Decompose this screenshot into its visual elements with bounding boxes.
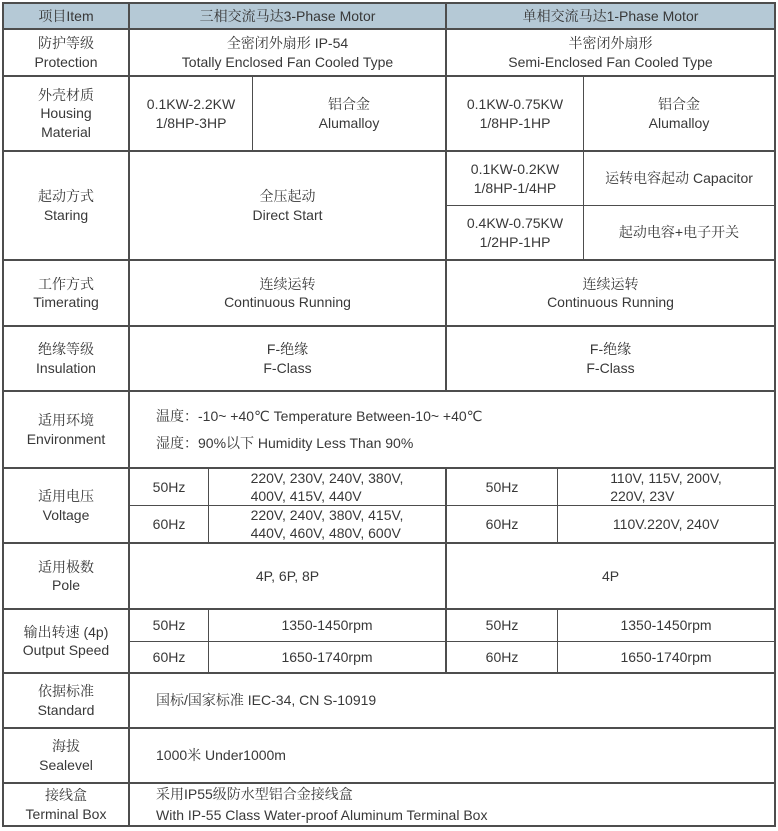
insulation-label: 绝缘等级 Insulation xyxy=(36,341,96,376)
speed-1phase-60hz-value: 1650-1740rpm xyxy=(557,642,774,673)
protection-3phase-value: 全密闭外扇形 IP-54 Totally Enclosed Fan Cooled Type xyxy=(128,30,445,75)
terminal-box-label: 接线盒 Terminal Box xyxy=(25,787,107,822)
voltage-1phase-50hz-label: 50Hz xyxy=(445,469,557,505)
speed-3phase-60hz-value: 1650-1740rpm xyxy=(208,642,445,673)
row-voltage xyxy=(4,467,774,542)
voltage-1phase-50hz-values: 110V, 115V, 200V, 220V, 23V xyxy=(557,469,774,505)
voltage-3phase-60hz-label: 60Hz xyxy=(128,506,208,542)
protection-1phase-value: 半密闭外扇形 Semi-Enclosed Fan Cooled Type xyxy=(445,30,774,75)
row-protection xyxy=(4,28,774,75)
starting-3phase-value: 全压起动 Direct Start xyxy=(128,152,445,259)
housing-1phase-range: 0.1KW-0.75KW 1/8HP-1HP xyxy=(445,77,583,150)
speed-1phase-50hz-value: 1350-1450rpm xyxy=(557,610,774,641)
speed-60hz-subrow xyxy=(128,641,774,673)
starting-label: 起动方式 Staring xyxy=(38,188,94,223)
standard-value: 国标/国家标准 IEC-34, CN S-10919 xyxy=(128,674,774,727)
voltage-3phase-60hz-values: 220V, 240V, 380V, 415V, 440V, 460V, 480V, 600V xyxy=(208,506,445,542)
header-1phase-motor: 单相交流马达1-Phase Motor xyxy=(445,4,774,28)
sealevel-label: 海拔 Sealevel xyxy=(39,738,93,773)
row-housing-material xyxy=(4,75,774,150)
timerating-1phase-value: 连续运转 Continuous Running xyxy=(445,261,774,325)
housing-label: 外壳材质 Housing Material xyxy=(38,86,94,140)
starting-1phase-range-2: 0.4KW-0.75KW 1/2HP-1HP xyxy=(445,206,583,259)
environment-label: 适用环境 Environment xyxy=(26,412,106,447)
pole-label: 适用极数 Pole xyxy=(38,558,94,593)
timerating-3phase-value: 连续运转 Continuous Running xyxy=(128,261,445,325)
voltage-group xyxy=(128,469,774,542)
housing-3phase-material: 铝合金 Alumalloy xyxy=(252,77,445,150)
row-output-speed xyxy=(4,608,774,672)
row-terminal-box xyxy=(4,782,774,825)
header-3phase-motor: 三相交流马达3-Phase Motor xyxy=(128,4,445,28)
speed-50hz-subrow xyxy=(128,610,774,641)
housing-3phase-range: 0.1KW-2.2KW 1/8HP-3HP xyxy=(128,77,252,150)
row-starting xyxy=(4,150,774,259)
speed-3phase-50hz-value: 1350-1450rpm xyxy=(208,610,445,641)
speed-1phase-50hz-label: 50Hz xyxy=(445,610,557,641)
environment-temperature: 温度：-10~ +40℃ Temperature Between-10~ +40℃ xyxy=(156,408,483,425)
environment-humidity: 湿度：90%以下 Humidity Less Than 90% xyxy=(156,434,414,451)
output-speed-label: 输出转速 (4p) Output Speed xyxy=(22,623,110,658)
voltage-label: 适用电压 Voltage xyxy=(38,488,94,523)
starting-1phase-group xyxy=(445,152,774,259)
voltage-3phase-50hz-label: 50Hz xyxy=(128,469,208,505)
starting-1phase-desc-2: 起动电容+电子开关 xyxy=(583,206,774,259)
pole-3phase-value: 4P, 6P, 8P xyxy=(128,544,445,608)
speed-3phase-50hz-label: 50Hz xyxy=(128,610,208,641)
row-insulation xyxy=(4,325,774,390)
terminal-box-value: 采用IP55级防水型铝合金接线盒 With IP-55 Class Water-proof Aluminum Terminal Box xyxy=(128,784,774,825)
insulation-1phase-value: F-绝缘 F-Class xyxy=(445,327,774,390)
environment-value xyxy=(128,392,774,467)
starting-1phase-desc-1: 运转电容起动 Capacitor xyxy=(583,152,774,205)
speed-1phase-60hz-label: 60Hz xyxy=(445,642,557,673)
starting-1phase-subrow-1 xyxy=(445,152,774,205)
row-sealevel xyxy=(4,727,774,782)
timerating-label: 工作方式 Timerating xyxy=(33,275,99,310)
output-speed-group xyxy=(128,610,774,672)
voltage-3phase-50hz-values: 220V, 230V, 240V, 380V, 400V, 415V, 440V xyxy=(208,469,445,505)
protection-label: 防护等级 Protection xyxy=(34,35,98,70)
voltage-1phase-60hz-label: 60Hz xyxy=(445,506,557,542)
row-standard xyxy=(4,672,774,727)
insulation-3phase-value: F-绝缘 F-Class xyxy=(128,327,445,390)
starting-1phase-subrow-2 xyxy=(445,205,774,259)
spec-table xyxy=(2,2,776,827)
housing-1phase-material: 铝合金 Alumalloy xyxy=(583,77,774,150)
pole-1phase-value: 4P xyxy=(445,544,774,608)
row-pole xyxy=(4,542,774,608)
speed-3phase-60hz-label: 60Hz xyxy=(128,642,208,673)
voltage-1phase-60hz-values: 110V.220V, 240V xyxy=(557,506,774,542)
row-environment xyxy=(4,390,774,467)
header-item: 项目Item xyxy=(38,7,94,24)
table-header-row xyxy=(4,4,774,28)
starting-1phase-range-1: 0.1KW-0.2KW 1/8HP-1/4HP xyxy=(445,152,583,205)
voltage-50hz-subrow xyxy=(128,469,774,505)
sealevel-value: 1000米 Under1000m xyxy=(128,729,774,782)
standard-label: 依据标准 Standard xyxy=(37,683,95,718)
voltage-60hz-subrow xyxy=(128,505,774,542)
row-timerating xyxy=(4,259,774,325)
